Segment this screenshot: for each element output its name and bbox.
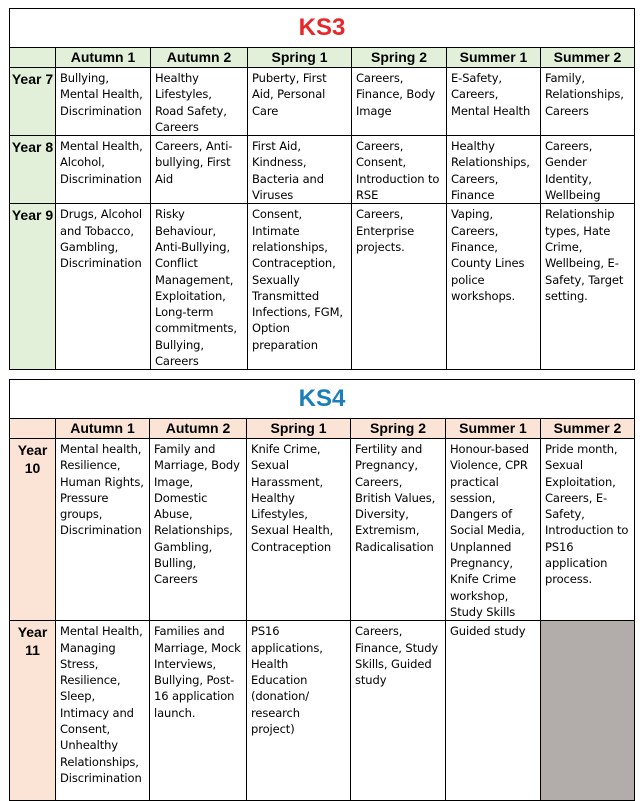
topic-cell: Family, Relationships, Careers [541, 68, 635, 136]
year-label: Year 11 [10, 621, 56, 801]
ks3-col-summer-2: Summer 2 [541, 48, 635, 68]
topic-cell: Careers, Finance, Study Skills, Guided study [351, 621, 446, 801]
topic-cell: E-Safety, Careers, Mental Health [447, 68, 541, 136]
ks4-col-autumn-1: Autumn 1 [56, 419, 150, 439]
year-label: Year 9 [10, 204, 56, 370]
ks4-corner-cell [10, 419, 56, 439]
ks3-col-summer-1: Summer 1 [447, 48, 541, 68]
topic-cell: Careers, Gender Identity, Wellbeing [541, 136, 635, 204]
topic-cell: First Aid, Kindness, Bacteria and Viruses [248, 136, 352, 204]
topic-cell: PS16 applications, Health Education (donation/ research project) [247, 621, 351, 801]
ks3-col-spring-1: Spring 1 [248, 48, 352, 68]
ks4-col-autumn-2: Autumn 2 [150, 419, 247, 439]
topic-cell: Relationship types, Hate Crime, Wellbeing, E-Safety, Target setting. [541, 204, 635, 370]
topic-cell: Puberty, First Aid, Personal Care [248, 68, 352, 136]
ks3-table [9, 8, 635, 370]
topic-cell: Guided study [446, 621, 541, 801]
table-row [10, 204, 635, 370]
ks4-table [9, 379, 635, 801]
ks4-col-summer-2: Summer 2 [541, 419, 635, 439]
table-row [10, 621, 635, 801]
ks4-col-spring-2: Spring 2 [351, 419, 446, 439]
ks4-header-row [10, 419, 635, 439]
year-label: Year 7 [10, 68, 56, 136]
topic-cell: Mental health, Resilience, Human Rights, Pressure groups, Discrimination [56, 439, 150, 621]
ks4-col-summer-1: Summer 1 [446, 419, 541, 439]
ks3-col-autumn-2: Autumn 2 [151, 48, 248, 68]
ks3-title: KS3 [10, 9, 635, 48]
ks3-header-row [10, 48, 635, 68]
table-row [10, 136, 635, 204]
topic-cell: Mental Health, Alcohol, Discrimination [56, 136, 151, 204]
empty-cell [541, 621, 635, 801]
topic-cell: Pride month, Sexual Exploitation, Careers, E-Safety, Introduction to PS16 application process. [541, 439, 635, 621]
ks4-title: KS4 [10, 380, 635, 419]
topic-cell: Knife Crime, Sexual Harassment, Healthy Lifestyles, Sexual Health, Contraception [247, 439, 351, 621]
year-label: Year 10 [10, 439, 56, 621]
topic-cell: Risky Behaviour, Anti-Bullying, Conflict Management, Exploitation, Long-term commitments, Bullying, Careers [151, 204, 248, 370]
topic-cell: Drugs, Alcohol and Tobacco, Gambling, Discrimination [56, 204, 151, 370]
topic-cell: Careers, Finance, Body Image [352, 68, 447, 136]
topic-cell: Bullying, Mental Health, Discrimination [56, 68, 151, 136]
topic-cell: Careers, Consent, Introduction to RSE [352, 136, 447, 204]
topic-cell: Mental Health, Managing Stress, Resilience, Sleep, Intimacy and Consent, Unhealthy Relationships, Discrimination [56, 621, 150, 801]
table-row [10, 439, 635, 621]
ks3-col-spring-2: Spring 2 [352, 48, 447, 68]
topic-cell: Careers, Enterprise projects. [352, 204, 447, 370]
topic-cell: Vaping, Careers, Finance, County Lines police workshops. [447, 204, 541, 370]
topic-cell: Careers, Anti-bullying, First Aid [151, 136, 248, 204]
topic-cell: Fertility and Pregnancy, Careers, British Values, Diversity, Extremism, Radicalisation [351, 439, 446, 621]
year-label: Year 8 [10, 136, 56, 204]
topic-cell: Healthy Relationships, Careers, Finance [447, 136, 541, 204]
table-row [10, 68, 635, 136]
topic-cell: Honour-based Violence, CPR practical session, Dangers of Social Media, Unplanned Pregnancy, Knife Crime workshop, Study Skills [446, 439, 541, 621]
ks3-corner-cell [10, 48, 56, 68]
topic-cell: Consent, Intimate relationships, Contraception, Sexually Transmitted Infections, FGM, Option preparation [248, 204, 352, 370]
ks3-col-autumn-1: Autumn 1 [56, 48, 151, 68]
topic-cell: Families and Marriage, Mock Interviews, Bullying, Post-16 application launch. [150, 621, 247, 801]
ks4-col-spring-1: Spring 1 [247, 419, 351, 439]
topic-cell: Healthy Lifestyles, Road Safety, Careers [151, 68, 248, 136]
topic-cell: Family and Marriage, Body Image, Domestic Abuse, Relationships, Gambling, Bulling, Careers [150, 439, 247, 621]
